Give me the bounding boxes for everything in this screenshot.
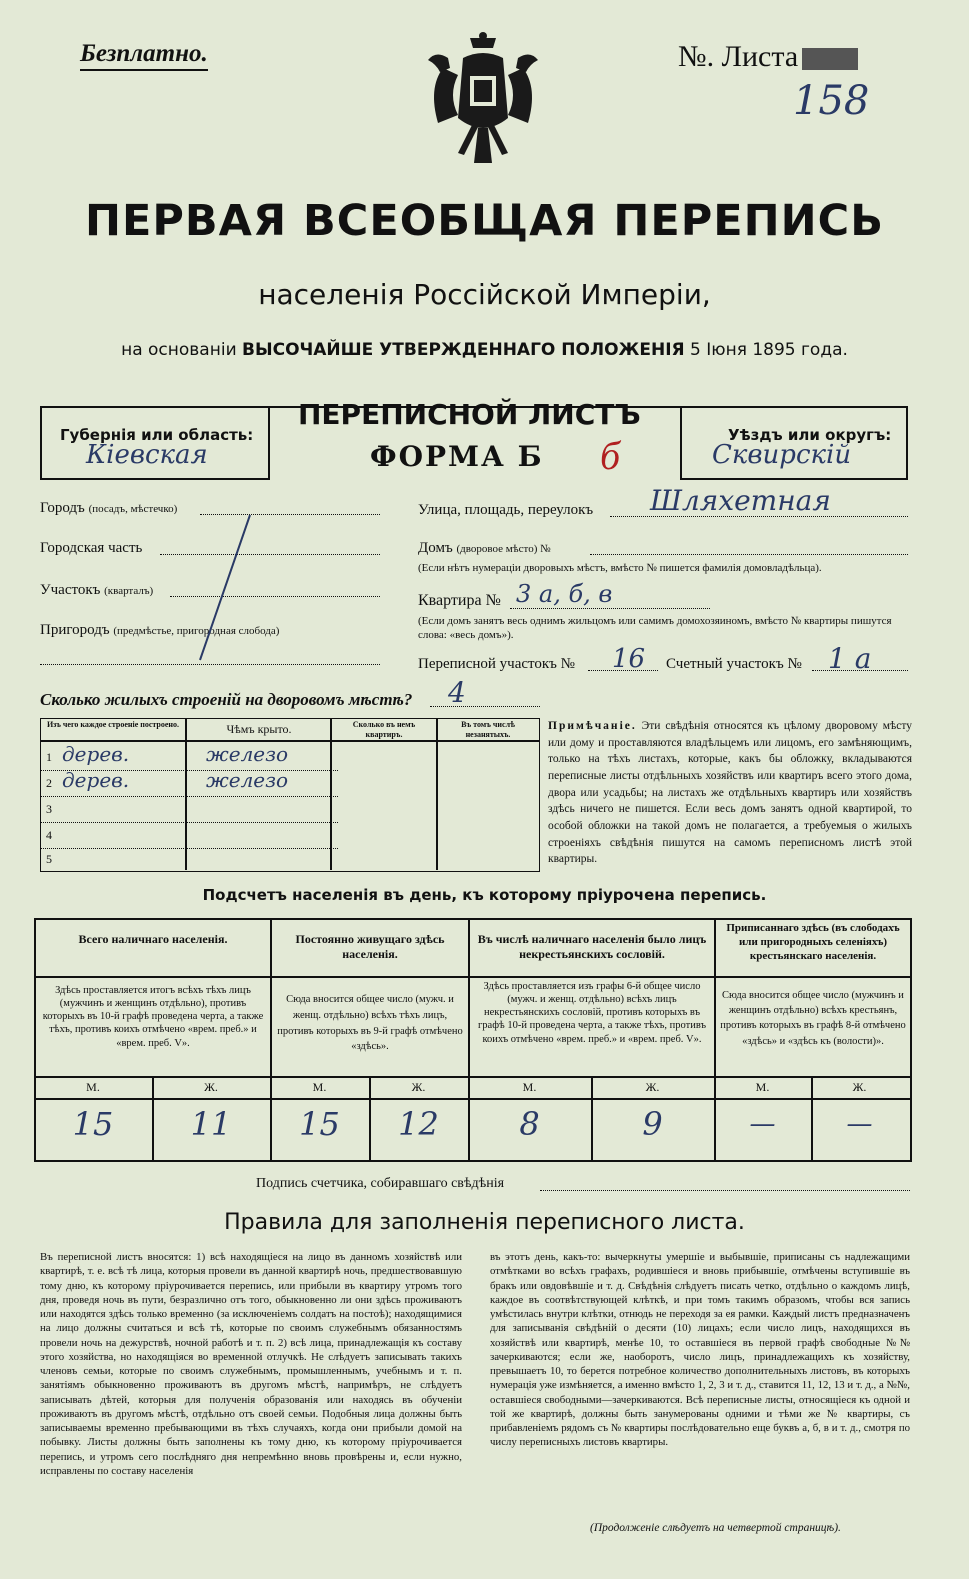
count-col-body: Здѣсь проставляется итогъ всѣхъ тѣхъ лицъ (мужчинъ и женщинъ отдѣльно), противъ которыхъ въ 10-й графѣ проведена черта, а также тѣхъ, противъ коихъ отмѣчено «врем. преб.» и «врем. преб. V». [42, 985, 264, 1049]
row-number: 2 [46, 776, 52, 790]
row-number: 4 [46, 828, 52, 842]
district-value: Сквирскій [712, 440, 852, 470]
rules-right-column: въ этотъ день, какъ-то: вычеркнуты умершіе и выбывшіе, приписаны съ надлежащими отмѣтками во всѣхъ графахъ, родившіеся и вновь прибывшіе, отмѣчены вступившіе въ бракъ или овдовѣвшіе и т. д. Свѣдѣнія слѣдуетъ писать четко, отдѣльно о каждомъ лицѣ, каждое въ соотвѣтствующей клѣткѣ, и при томъ такимъ образомъ, чтобы вся запись умѣстилась внутри клѣтки, отнюдь не переходя за ея рамки. Каждый листъ предназначенъ для записыванія свѣдѣній о десяти (10) лицахъ; если число лицъ, находящихся въ хозяйствѣ или квартирѣ, менѣе 10, то оставшіеся въ первой графѣ свободные №№ зачеркиваются; если же, наоборотъ, число лицъ, принадлежащихъ къ хозяйству, превышаетъ 10, то берется потребное количество дополнительныхъ листовъ, въ которыхъ нумерація уже измѣняется, а именно вмѣсто 1, 2, 3 и т. д., ставится 11, 12, 13 и т. д., а №№, оставшіеся свободными—зачеркиваются. Всѣ переписные листы, относящіеся къ одной и той же квартирѣ, должны быть занумерованы одними и тѣми же № квартиры, съ прибавленіемъ рядомъ съ № квартиры послѣдовательно еще буквъ а, б, в и т. д., смотря по числу переписныхъ листовъ квартиры. [490, 1251, 910, 1449]
col-header-vacant: Въ томъ числѣ незанятыхъ. [461, 720, 515, 739]
count-col-head: Постоянно живущаго здѣсь населенія. [295, 932, 445, 961]
row-number: 3 [46, 802, 52, 816]
count-col-body: Сюда вносится общее число (мужч. и женщ. отдѣльно) всѣхъ тѣхъ лицъ, противъ которыхъ въ 9-й графѣ отмѣчено «здѣсь». [277, 994, 463, 1053]
buildings-label: Сколько жилыхъ строеній на дворовомъ мѣстѣ? [40, 690, 413, 709]
row-number: 1 [46, 750, 52, 764]
row-roof: железо [206, 742, 289, 766]
total-male: 15 [72, 1105, 114, 1143]
city-label: Городъ (посадъ, мѣстечко) [40, 500, 178, 516]
signature-line [540, 1190, 910, 1191]
sheet-number-box [802, 48, 858, 70]
province-value: Кіевская [86, 440, 208, 470]
signature-label: Подпись счетчика, собиравшаго свѣдѣнія [256, 1176, 505, 1191]
house-explain: (Если нѣтъ нумераціи дворовыхъ мѣстъ, вмѣсто № пишется фамилія домовладѣльца). [418, 562, 822, 574]
count-col-body: Сюда вносится общее число (мужчинъ и женщинъ отдѣльно) всѣхъ крестьянъ, противъ которыхъ въ графѣ 8-й отмѣчено «здѣсь» и «здѣсь къ (волости)». [720, 990, 906, 1047]
rules-continued: (Продолженіе слѣдуетъ на четвертой страницѣ). [590, 1522, 841, 1534]
resident-male: 15 [299, 1105, 340, 1143]
count-col-head: Приписаннаго здѣсь (въ слободахъ или пригородныхъ селеніяхъ) крестьянскаго населенія. [726, 922, 900, 962]
peasant-male: — [749, 1109, 776, 1139]
male-label: М. [755, 1080, 770, 1094]
male-label: М. [522, 1080, 537, 1094]
province-label: Губернія или область: [60, 426, 254, 444]
female-label: Ж. [852, 1080, 867, 1094]
district-label: Уѣздъ или округъ: [728, 426, 892, 444]
nonpeasant-male: 8 [519, 1105, 540, 1143]
row-material: дерев. [62, 742, 130, 766]
peasant-female: — [846, 1109, 873, 1139]
count-col-body: Здѣсь проставляется изъ графы 6-й общее число (мужч. и женщ. отдѣльно) всѣхъ лицъ некрестьянскихъ сословій, противъ которыхъ въ графѣ 10-й проведена черта, а также тѣхъ, противъ коихъ отмѣчено «врем. преб.» и «врем. преб. V». [477, 981, 706, 1045]
count-title: Подсчетъ населенія въ день, къ которому пріурочена перепись. [202, 886, 767, 904]
double-headed-eagle-icon [418, 28, 548, 178]
page-subtitle: населенія Россійской Имперіи, [258, 278, 711, 311]
rules-title: Правила для заполненія переписного листа. [224, 1210, 745, 1235]
nonpeasant-female: 9 [642, 1105, 663, 1143]
sheet-number-value: 158 [793, 78, 870, 124]
census-district-label: Переписной участокъ № [418, 656, 575, 672]
house-label: Домъ (дворовое мѣсто) № [418, 540, 551, 556]
form-label: ФОРМА Б [370, 440, 544, 473]
street-value: Шляхетная [650, 484, 831, 517]
row-number: 5 [46, 852, 52, 866]
page-title: ПЕРВАЯ ВСЕОБЩАЯ ПЕРЕПИСЬ [85, 196, 884, 246]
apartment-label: Квартира № [418, 592, 501, 609]
rules-left-column: Въ переписной листъ вносятся: 1) всѣ находящіеся на лицо въ данномъ хозяйствѣ или квартирѣ, т. е. всѣ тѣ лица, которыя провели въ данной квартирѣ ночь, предшествовавшую тому дню, къ которому пріурочивается перепись, или прибыли въ квартиру утромъ того дня, проведя ночь въ пути, безразлично отъ того, обыкновенно ли они здѣсь проживаютъ или находятся здѣсь только временно (за исключеніемъ солдатъ на постоѣ); находящимися на лицо должны считаться и всѣ тѣ, которые по своимъ служебнымъ обязанностямъ провели ночь на дежурствѣ, ночной работѣ и т. п. 2) всѣ лица, принадлежащія къ составу этого хозяйства, но находящіяся во временной отлучкѣ. Не слѣдуетъ записывать такихъ членовъ семьи, которые по своимъ служебнымъ, промышленнымъ, учебнымъ и т. п. занятіямъ обыкновенно проживаютъ въ другомъ мѣстѣ, напримѣръ, не слѣдуетъ записывать дѣтей, которыя для полученія образованія или находясь въ обученіи проживаютъ въ другомъ мѣстѣ, отдѣльно отъ своей семьи. Подобныя лица должны быть записываемы временно пребывающими въ тѣхъ случаяхъ, когда они прибыли домой на побывку. Листы должны быть заполнены къ тому дню, къ которому пріурочивается перепись, и утромъ сего послѣдняго дня непремѣнно вновь провѣрены и, если нужно, исправлены по составу населенія [40, 1251, 462, 1477]
resident-female: 12 [398, 1105, 439, 1143]
col-header-material: Изъ чего каждое строеніе построено. [46, 720, 180, 729]
count-col-head: Въ числѣ наличнаго населенія было лицъ некрестьянскихъ сословій. [477, 932, 707, 961]
row-roof: железо [206, 768, 289, 792]
female-label: Ж. [645, 1080, 660, 1094]
total-female: 11 [190, 1105, 232, 1143]
col-header-apartments: Сколько въ немъ квартиръ. [352, 720, 416, 739]
female-label: Ж. [411, 1080, 426, 1094]
street-label: Улица, площадь, переулокъ [418, 502, 594, 518]
legal-basis: на основаніи ВЫСОЧАЙШЕ УТВЕРЖДЕННАГО ПОЛОЖЕНІЯ 5 Іюня 1895 года. [121, 340, 848, 360]
row-material: дерев. [62, 768, 130, 792]
count-district-value: 1 а [828, 642, 872, 675]
count-col-head: Всего наличнаго населенія. [78, 932, 228, 946]
note-text: Примѣчаніе. Эти свѣдѣнія относятся къ цѣлому дворовому мѣсту или дому и проставляются владѣльцемъ или лицомъ, его замѣняющимъ, только на тѣхъ листахъ, которые, какъ бы обложку, вкладываются переписные листы отдѣльныхъ хозяйствъ или квартиръ всего этого дома, двора или усадьбы; на листахъ же отдѣльныхъ квартиръ или хозяйствъ здѣсь ничего не пишется. Если весь домъ занятъ одной квартирой, то особой обложки на такой домъ не полагается, а требуемыя о жилыхъ строеніяхъ свѣдѣнія пишутся на самомъ переписномъ листѣ этой квартиры. [548, 720, 912, 866]
buildings-value: 4 [448, 676, 466, 709]
col-header-roof: Чѣмъ крыто. [226, 722, 292, 736]
sheet-title: ПЕРЕПИСНОЙ ЛИСТЪ [298, 398, 641, 431]
section-label: Участокъ (кварталъ) [40, 582, 154, 598]
free-label: Безплатно. [80, 40, 208, 71]
count-district-label: Счетный участокъ № [666, 656, 802, 672]
suburb-label: Пригородъ (предмѣстье, пригородная слобода) [40, 622, 280, 638]
form-handwritten-letter: б [600, 433, 621, 478]
female-label: Ж. [204, 1080, 218, 1094]
apartment-value: 3 а, б, в [516, 580, 613, 608]
strike-line [180, 510, 260, 670]
city-part-label: Городская часть [40, 540, 143, 556]
sheet-number-label: №. Листа [678, 40, 858, 74]
male-label: М. [86, 1080, 100, 1094]
census-district-value: 16 [612, 644, 646, 674]
male-label: М. [312, 1080, 327, 1094]
apartment-explain: (Если домъ занятъ весь однимъ жильцомъ или самимъ домохозяиномъ, вмѣсто № квартиры пишутся слова: «весь домъ»). [418, 615, 892, 642]
